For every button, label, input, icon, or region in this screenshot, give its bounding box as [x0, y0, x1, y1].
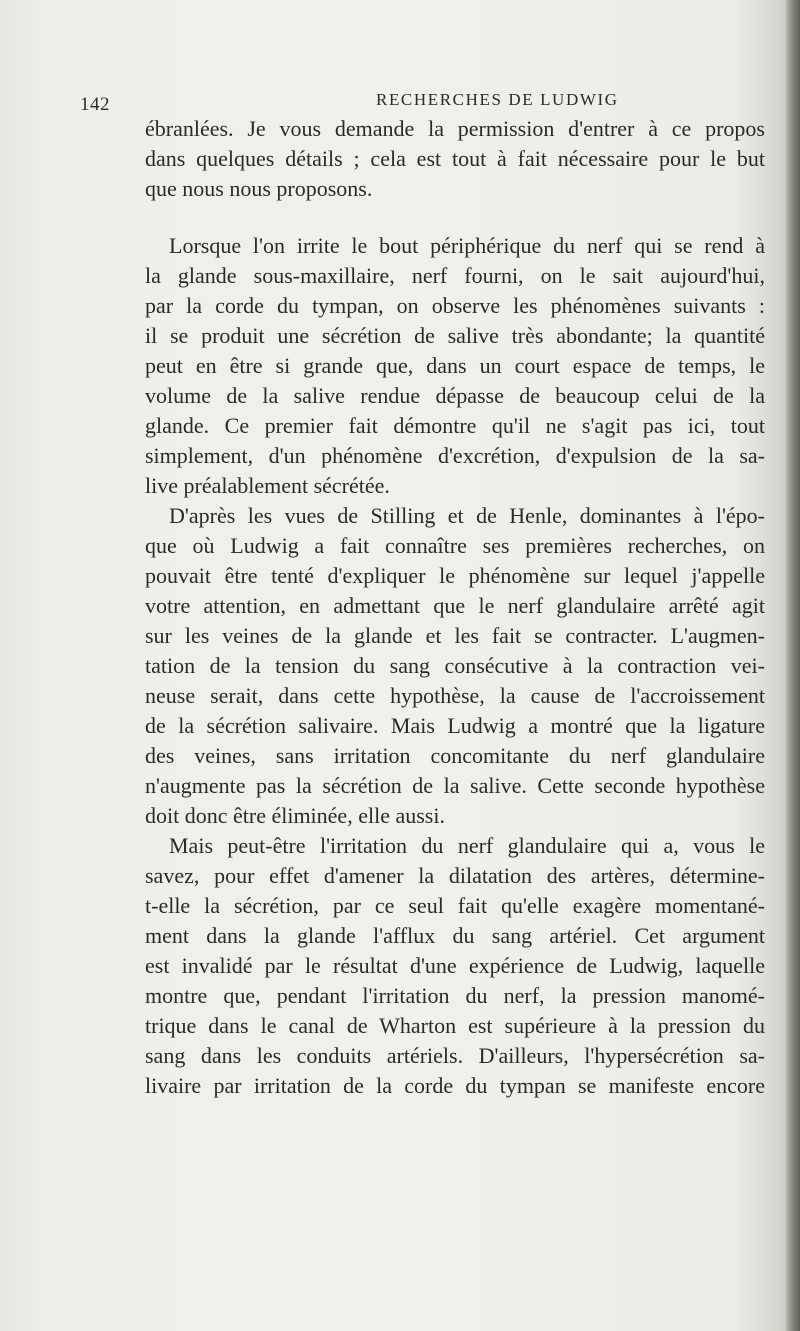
text-line: volume de la salive rendue dépasse de beaucoup celui de la	[145, 383, 765, 408]
body-text	[145, 114, 765, 1101]
text-line: n'augmente pas la sécrétion de la salive. Cette seconde hypothèse	[145, 773, 765, 798]
text-line: savez, pour effet d'amener la dilatation des artères, détermine-	[145, 863, 765, 888]
text-line: doit donc être éliminée, elle aussi.	[145, 803, 445, 828]
text-line: tation de la tension du sang consécutive à la contraction vei-	[145, 653, 765, 678]
text-line: Mais peut-être l'irritation du nerf glandulaire qui a, vous le	[169, 833, 765, 858]
text-line: neuse serait, dans cette hypothèse, la cause de l'accroissement	[145, 683, 765, 708]
text-line: dans quelques détails ; cela est tout à fait nécessaire pour le but	[145, 146, 765, 171]
text-line: live préalablement sécrétée.	[145, 473, 390, 498]
text-line: montre que, pendant l'irritation du nerf, la pression manomé-	[145, 983, 765, 1008]
text-line: trique dans le canal de Wharton est supérieure à la pression du	[145, 1013, 765, 1038]
text-line: il se produit une sécrétion de salive très abondante; la quantité	[145, 323, 765, 348]
text-line: ébranlées. Je vous demande la permission d'entrer à ce propos	[145, 116, 765, 141]
paragraph	[145, 831, 765, 1101]
text-line: t-elle la sécrétion, par ce seul fait qu'elle exagère momentané-	[145, 893, 765, 918]
paragraph-spacing	[145, 204, 765, 231]
paragraph	[145, 114, 765, 204]
text-line: Lorsque l'on irrite le bout périphérique du nerf qui se rend à	[169, 233, 765, 258]
text-line: livaire par irritation de la corde du tympan se manifeste encore	[145, 1073, 765, 1098]
text-line: ment dans la glande l'afflux du sang artériel. Cet argument	[145, 923, 765, 948]
page-header	[80, 86, 760, 116]
text-line: par la corde du tympan, on observe les phénomènes suivants :	[145, 293, 765, 318]
text-line: votre attention, en admettant que le nerf glandulaire arrêté agit	[145, 593, 765, 618]
paragraph	[145, 231, 765, 501]
text-line: sang dans les conduits artériels. D'ailleurs, l'hypersécrétion sa-	[145, 1043, 765, 1068]
page-edge-shadow	[786, 0, 800, 1331]
text-line: que où Ludwig a fait connaître ses premières recherches, on	[145, 533, 765, 558]
text-line: est invalidé par le résultat d'une expérience de Ludwig, laquelle	[145, 953, 765, 978]
text-line: de la sécrétion salivaire. Mais Ludwig a montré que la ligature	[145, 713, 765, 738]
text-line: glande. Ce premier fait démontre qu'il ne s'agit pas ici, tout	[145, 413, 765, 438]
running-title: RECHERCHES DE LUDWIG	[376, 90, 619, 109]
page-number: 142	[80, 94, 110, 115]
text-line: pouvait être tenté d'expliquer le phénomène sur lequel j'appelle	[145, 563, 765, 588]
text-line: D'après les vues de Stilling et de Henle, dominantes à l'épo-	[169, 503, 765, 528]
text-line: simplement, d'un phénomène d'excrétion, d'expulsion de la sa-	[145, 443, 765, 468]
text-line: peut en être si grande que, dans un court espace de temps, le	[145, 353, 765, 378]
paragraph	[145, 501, 765, 831]
text-line: la glande sous-maxillaire, nerf fourni, on le sait aujourd'hui,	[145, 263, 765, 288]
text-line: sur les veines de la glande et les fait se contracter. L'augmen-	[145, 623, 765, 648]
text-line: que nous nous proposons.	[145, 176, 373, 201]
text-line: des veines, sans irritation concomitante du nerf glandulaire	[145, 743, 765, 768]
